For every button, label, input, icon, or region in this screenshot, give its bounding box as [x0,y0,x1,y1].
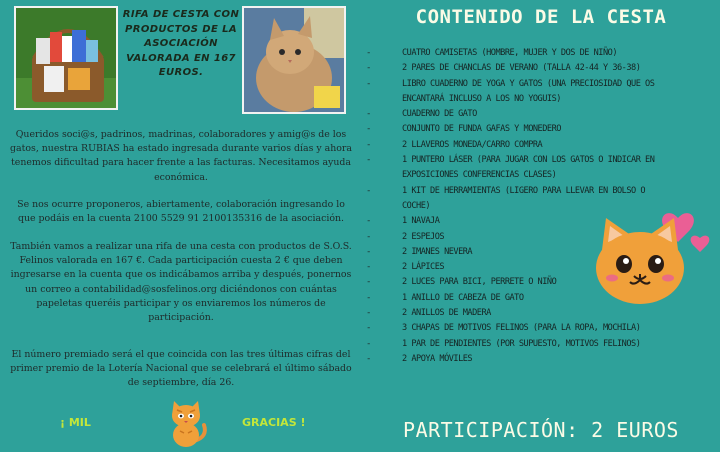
list-bullet: - [366,185,372,196]
list-item: - 1 ANILLO DE CABEZA DE GATO [366,291,666,306]
list-bullet: - [366,246,372,257]
list-bullet: - [366,155,372,166]
donation-paragraph: Se nos ocurre proponeros, abiertamente, colaboración ingresando lo que podáis en la cuenta 2100 5529 91 2100135316 de la asociación. [17,199,345,225]
list-item: - 2 IMANES NEVERA [366,245,666,260]
list-bullet: - [366,231,372,242]
list-bullet: - [366,63,372,74]
list-item: - 2 LLAVEROS MONEDA/CARRO COMPRA [366,138,666,153]
raffle-paragraph: También vamos a realizar una rifa de una cesta con productos de S.O.S. Felinos valorada en 167 €. Cada participación cuesta 2 € que deben ingresarse en la cuenta que os indicábamos arriba y después, ponernos un correo a contabilidad@sosfelinos.org diciéndonos con cuántas papeletas queréis participar y os enviaremos los números de participación. [10,241,352,324]
sitting-cat-icon [160,397,212,449]
list-item: - 1 KIT DE HERRAMIENTAS (LIGERO PARA LLEVAR EN BOLSO O COCHE) [366,185,646,211]
list-item: - 1 PAR DE PENDIENTES (POR SUPUESTO, MOTIVOS FELINOS) [366,337,666,352]
list-item: - 3 CHAPAS DE MOTIVOS FELINOS (PARA LA ROPA, MOCHILA) [366,321,666,336]
list-bullet: - [366,109,372,120]
list-bullet: - [366,216,372,227]
list-bullet: - [366,353,372,364]
cat-face-with-hearts-icon [590,196,718,314]
list-item: - LIBRO CUADERNO DE YOGA Y GATOS (UNA PRECIOSIDAD QUE OS ENCANTARÁ INCLUSO A LOS NO YOGUIS) [366,78,655,104]
list-item: - 2 PARES DE CHANCLAS DE VERANO (TALLA 42-44 Y 36-38) [366,61,666,76]
flyer-right-column [362,0,720,452]
list-item: - 1 PUNTERO LÁSER (PARA JUGAR CON LOS GATOS O INDICAR EN EXPOSICIONES CONFERENCIAS CLASES) [366,155,655,181]
raffle-title: RIFA DE CESTA CON PRODUCTOS DE LA ASOCIACIÓN VALORADA EN 167 EUROS. [122,9,240,79]
basket-contents-title: CONTENIDO DE LA CESTA [415,6,667,28]
list-bullet: - [366,78,372,89]
list-bullet: - [366,124,372,135]
list-item: - 2 APOYA MÓVILES [366,352,666,367]
list-item: - 2 ANILLOS DE MADERA [366,306,666,321]
list-item: - 1 NAVAJA [366,214,666,229]
list-bullet: - [366,308,372,319]
winning-number-paragraph: El número premiado será el que coincida con las tres últimas cifras del primer premio de la Lotería Nacional que se celebrará el último sábado de septiembre, día 26. [10,349,352,389]
participation-price: PARTICIPACIÓN: 2 EUROS [403,418,679,442]
list-bullet: - [366,338,372,349]
cat-photo [242,6,346,114]
list-item: - CUATRO CAMISETAS (HOMBRE, MUJER Y DOS DE NIÑO) [366,46,666,61]
list-bullet: - [366,262,372,273]
list-item: - CONJUNTO DE FUNDA GAFAS Y MONEDERO [366,122,666,137]
list-bullet: - [366,323,372,334]
list-item: - 2 LUCES PARA BICI, PERRETE O NIÑO [366,275,666,290]
thanks-text-left: ¡ MIL [60,416,91,429]
list-bullet: - [366,139,372,150]
gift-basket-photo [14,6,118,110]
thanks-text-right: GRACIAS ! [242,416,306,429]
list-item: - 2 ESPEJOS [366,230,666,245]
intro-paragraph: Queridos soci@s, padrinos, madrinas, colaboradores y amig@s de los gatos, nuestra RUBIAS ha estado ingresada durante varios días y ahora tenemos dificultad para hacer frente a las facturas. Necesitamos ayuda económica. [10,129,352,183]
list-item: - CUADERNO DE GATO [366,107,666,122]
list-bullet: - [366,292,372,303]
list-bullet: - [366,277,372,288]
list-bullet: - [366,48,372,58]
list-item: - 2 LÁPICES [366,260,666,275]
